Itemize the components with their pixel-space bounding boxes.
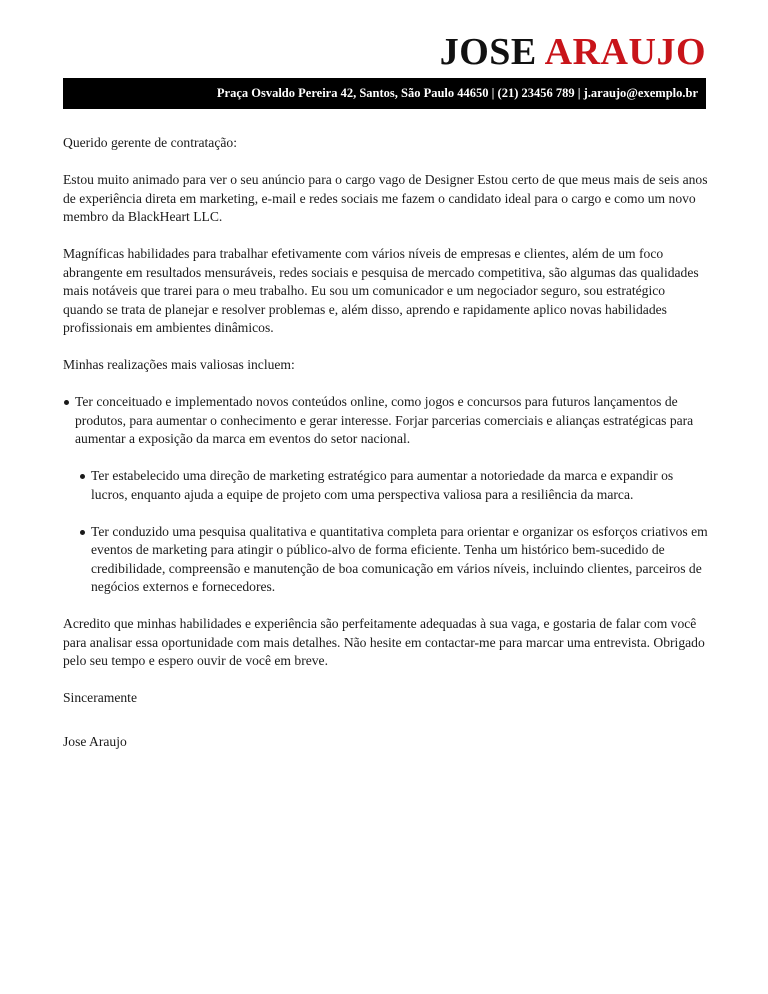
list-item [63,393,708,449]
list-item [63,523,708,597]
letter-body [63,134,708,770]
greeting: Querido gerente de contratação: [63,135,237,150]
bullet-icon [80,474,85,479]
contact-bar [63,78,706,109]
first-name: JOSE [439,31,537,73]
applicant-name [440,30,706,74]
last-name: ARAUJO [544,31,706,73]
list-item-text: Ter conceituado e implementado novos conteúdos online, como jogos e concursos para futuros lançamentos de produtos, para aumentar o conhecimento e gerar interesse. Forjar parcerias comerciais e alianças estratégicas para aumentar a exposição da marca em eventos do setor nacional. [75,394,694,446]
skills-paragraph: Magníficas habilidades para trabalhar efetivamente com vários níveis de empresas e clientes, além de um foco abrangente em resultados mensuráveis, redes sociais e pesquisa de mercado competitiva, são algumas das qualidades mais notáveis que trarei para o meu trabalho. Eu sou um comunicador e um negociador seguro, sou estratégico quando se trata de planejar e resolver problemas e, além disso, aprendo e rapidamente aplico novas habilidades profissionais em ambientes dinâmicos. [63,246,699,335]
bullet-icon [64,400,69,405]
list-item [63,467,708,504]
sign-off: Sinceramente [63,690,137,705]
closing-paragraph: Acredito que minhas habilidades e experiência são perfeitamente adequadas à sua vaga, e gostaria de falar com você para analisar essa oportunidade com mais detalhes. Não hesite em contactar-me para marcar uma entrevista. Obrigado pelo seu tempo e espero ouvir de você em breve. [63,616,705,668]
signature: Jose Araujo [63,733,127,749]
achievements-list [63,393,708,597]
intro-paragraph: Estou muito animado para ver o seu anúncio para o cargo vago de Designer Estou certo de que meus mais de seis anos de experiência direta em marketing, e-mail e redes sociais me fazem o candidato ideal para o cargo e como um novo membro da BlackHeart LLC. [63,172,708,224]
list-item-text: Ter conduzido uma pesquisa qualitativa e quantitativa completa para orientar e organizar os esforços criativos em eventos de marketing para atingir o público-alvo de forma eficiente. Tenha um histórico bem-sucedido de credibilidade, compreensão e manutenção de boa comunicação em vários níveis, incluindo clientes, parceiros de negócios externos e fornecedores. [91,523,708,594]
achievements-intro: Minhas realizações mais valiosas incluem: [63,357,295,372]
list-item-text: Ter estabelecido uma direção de marketing estratégico para aumentar a notoriedade da marca e expandir os lucros, enquanto ajuda a equipe de projeto com uma perspectiva valiosa para a resiliência da marca. [91,468,674,502]
bullet-icon [80,530,85,535]
contact-info: Praça Osvaldo Pereira 42, Santos, São Paulo 44650 | (21) 23456 789 | j.araujo@exemplo.br [216,86,698,100]
